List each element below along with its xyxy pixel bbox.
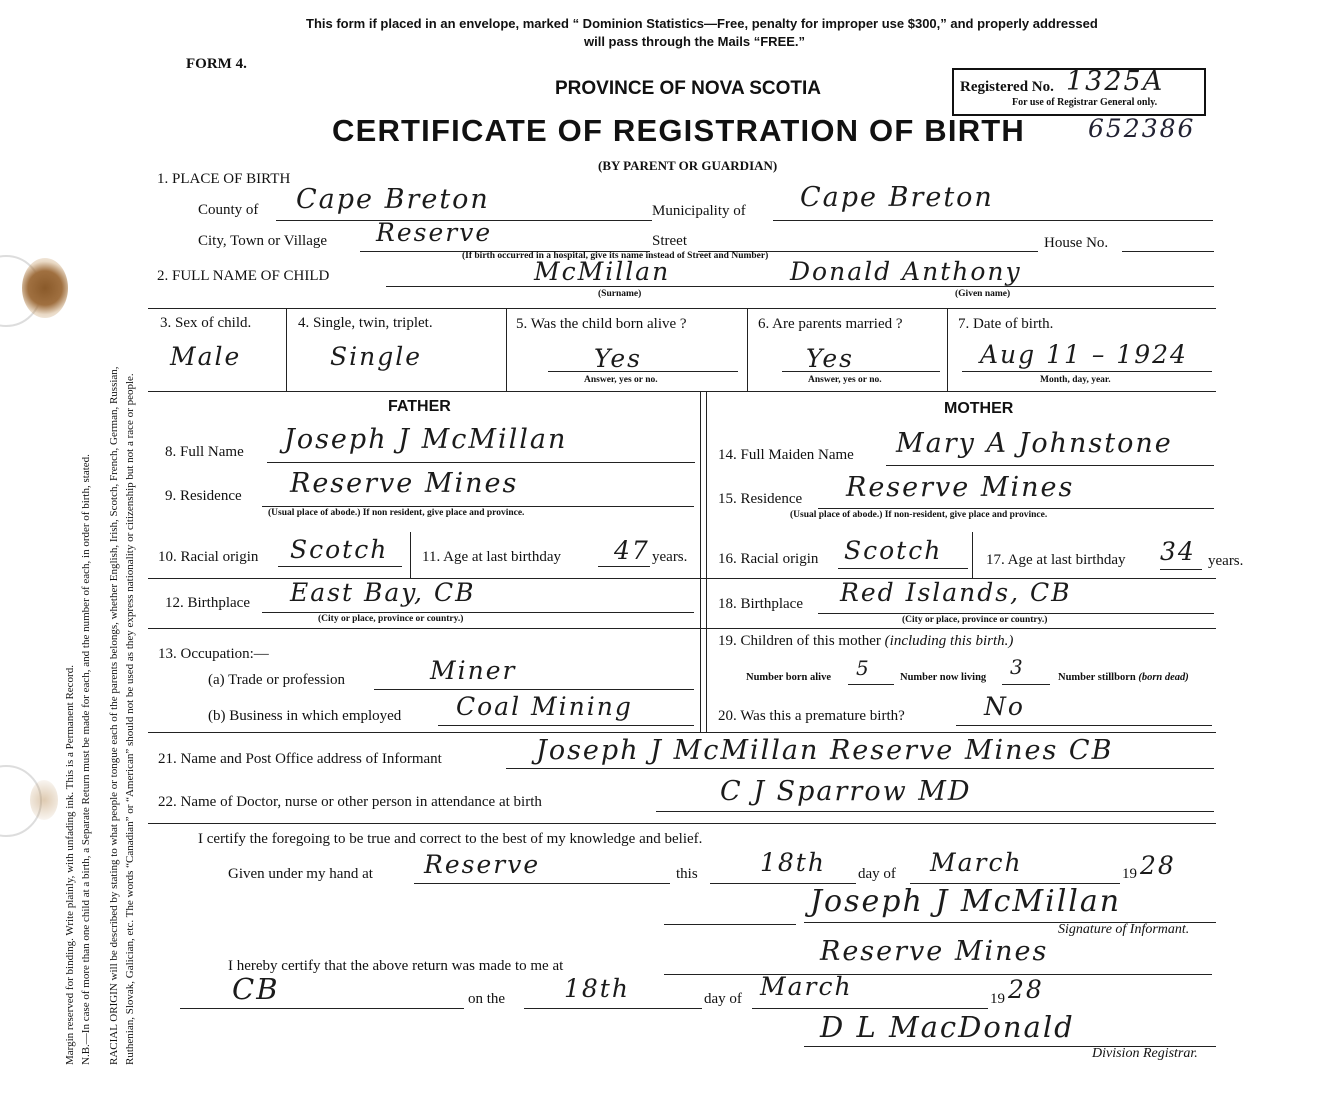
- mother-name: Mary A Johnstone: [896, 428, 1173, 459]
- mother-residence-label: 15. Residence: [718, 491, 803, 507]
- registered-note: For use of Registrar General only.: [1012, 97, 1158, 108]
- born-alive-label: Number born alive: [746, 672, 831, 683]
- mother-age: 34: [1160, 537, 1196, 566]
- alive-label: 5. Was the child born alive ?: [516, 316, 687, 332]
- mother-name-label: 14. Full Maiden Name: [718, 447, 854, 463]
- father-racial: Scotch: [290, 535, 389, 564]
- house-label: House No.: [1044, 235, 1109, 251]
- given-place: Reserve: [424, 850, 541, 879]
- registrar-month: March: [760, 972, 853, 1001]
- column-divider: [700, 392, 701, 732]
- certify-this-label: this: [676, 866, 698, 882]
- registrar-signature: D L MacDonald: [820, 1010, 1075, 1044]
- registrar-day-of-label: day of: [704, 991, 742, 1007]
- registered-number-2: 652386: [1088, 114, 1196, 143]
- municipality-value: Cape Breton: [800, 182, 994, 213]
- certify-day: 18th: [760, 848, 826, 877]
- father-birthplace-note: (City or place, province or country.): [318, 614, 464, 624]
- registered-number: 1325A: [1066, 66, 1165, 97]
- informant-label: 21. Name and Post Office address of Informant: [158, 751, 442, 767]
- street-label: Street: [652, 233, 687, 249]
- subtitle: (BY PARENT OR GUARDIAN): [598, 158, 778, 173]
- single-label: 4. Single, twin, triplet.: [298, 315, 433, 331]
- mother-residence-note: (Usual place of abode.) If non-resident, give place and province.: [790, 510, 1048, 520]
- father-trade: Miner: [430, 656, 517, 685]
- child-given-name: Donald Anthony: [790, 257, 1022, 286]
- given-name-note: (Given name): [955, 289, 1011, 299]
- mother-years: years.: [1208, 553, 1244, 569]
- registrar-year: 28: [1008, 975, 1044, 1004]
- married-value: Yes: [806, 344, 854, 373]
- father-residence-label: 9. Residence: [165, 488, 242, 504]
- given-under-label: Given under my hand at: [228, 866, 373, 882]
- margin-note-1: Margin reserved for binding. Write plainly, with unfading ink. This is a Permanent Record.: [64, 665, 76, 1065]
- certify-month: March: [930, 848, 1023, 877]
- child-name-label: 2. FULL NAME OF CHILD: [157, 268, 330, 284]
- father-years: years.: [652, 549, 688, 565]
- mother-age-label: 17. Age at last birthday: [986, 552, 1126, 568]
- hospital-note: (If birth occurred in a hospital, give its name instead of Street and Number): [462, 251, 769, 261]
- dob-label: 7. Date of birth.: [958, 316, 1054, 332]
- father-age: 47: [614, 536, 650, 565]
- mother-birthplace-label: 18. Birthplace: [718, 596, 803, 612]
- married-label: 6. Are parents married ?: [758, 316, 903, 332]
- sex-label: 3. Sex of child.: [160, 315, 252, 331]
- certify-day-of-label: day of: [858, 866, 896, 882]
- mother-residence: Reserve Mines: [846, 472, 1075, 503]
- certify-year: 28: [1140, 851, 1176, 880]
- premature-value: No: [984, 692, 1025, 721]
- postal-notice-1: This form if placed in an envelope, marked “ Dominion Statistics—Free, penalty for improper use $300,” and properly addressed: [306, 16, 1098, 31]
- municipality-label: Municipality of: [652, 203, 746, 219]
- father-business: Coal Mining: [456, 692, 633, 721]
- doctor-value: C J Sparrow MD: [720, 776, 972, 807]
- mother-birthplace: Red Islands, CB: [840, 578, 1072, 607]
- sex-value: Male: [170, 342, 242, 371]
- rust-stain-top: [22, 258, 68, 318]
- surname-note: (Surname): [598, 289, 642, 299]
- children-label: 19. Children of this mother (including this birth.): [718, 633, 1014, 649]
- trade-label: (a) Trade or profession: [208, 672, 346, 688]
- margin-note-3: RACIAL ORIGIN will be described by stating to what people or tongue each of the parents belongs, whether English, Irish, Scotch, French, German, Russian,: [108, 366, 120, 1065]
- registrar-day: 18th: [564, 974, 630, 1003]
- page-title: CERTIFICATE OF REGISTRATION OF BIRTH: [332, 113, 1026, 148]
- mother-birthplace-note: (City or place, province or country.): [902, 615, 1048, 625]
- alive-note: Answer, yes or no.: [584, 375, 658, 385]
- margin-note-4: Ruthenian, Slovak, Galician, etc. The words “Canadian” or “American” should not be used as they express nationality or citizenship but not a race or people.: [124, 373, 136, 1065]
- division-registrar-label: Division Registrar.: [1092, 1046, 1198, 1061]
- certify-year-prefix: 19: [1122, 866, 1137, 882]
- informant-signature: Joseph J McMillan: [810, 884, 1122, 919]
- city-value: Reserve: [376, 218, 493, 247]
- father-birthplace: East Bay, CB: [290, 578, 476, 607]
- married-note: Answer, yes or no.: [808, 375, 882, 385]
- father-name: Joseph J McMillan: [284, 424, 568, 455]
- county-label: County of: [198, 202, 259, 218]
- rust-stain-bottom: [30, 780, 58, 820]
- father-residence-note: (Usual place of abode.) If non resident, give place and province.: [268, 508, 525, 518]
- registrar-statement: I hereby certify that the above return was made to me at: [228, 958, 564, 974]
- father-birthplace-label: 12. Birthplace: [165, 595, 250, 611]
- registrar-year-prefix: 19: [990, 991, 1005, 1007]
- informant-value: Joseph J McMillan Reserve Mines CB: [536, 735, 1114, 766]
- signature-of-informant-label: Signature of Informant.: [1058, 922, 1190, 937]
- registrar-place: Reserve Mines: [820, 936, 1049, 967]
- county-value: Cape Breton: [296, 184, 490, 215]
- form-number: FORM 4.: [186, 56, 247, 72]
- father-age-label: 11. Age at last birthday: [422, 549, 561, 565]
- postal-notice-2: will pass through the Mails “FREE.”: [584, 34, 806, 49]
- registered-label: Registered No.: [960, 79, 1054, 95]
- now-living-label: Number now living: [900, 672, 987, 683]
- alive-value: Yes: [594, 344, 642, 373]
- certify-statement: I certify the foregoing to be true and correct to the best of my knowledge and belief.: [198, 831, 703, 847]
- city-label: City, Town or Village: [198, 233, 328, 249]
- dob-note: Month, day, year.: [1040, 375, 1111, 385]
- father-residence: Reserve Mines: [290, 468, 519, 499]
- place-of-birth-label: 1. PLACE OF BIRTH: [157, 171, 291, 187]
- occupation-label: 13. Occupation:—: [158, 646, 269, 662]
- father-racial-label: 10. Racial origin: [158, 549, 259, 565]
- registrar-on-label: on the: [468, 991, 506, 1007]
- doctor-label: 22. Name of Doctor, nurse or other person in attendance at birth: [158, 794, 542, 810]
- premature-label: 20. Was this a premature birth?: [718, 708, 905, 724]
- born-alive-value: 5: [856, 656, 871, 680]
- mother-header: MOTHER: [944, 400, 1014, 417]
- province-heading: PROVINCE OF NOVA SCOTIA: [555, 78, 822, 99]
- single-value: Single: [330, 342, 423, 371]
- stillborn-label: Number stillborn (born dead): [1058, 672, 1189, 683]
- registrar-place-2: CB: [232, 972, 280, 1006]
- father-header: FATHER: [388, 398, 451, 415]
- mother-racial: Scotch: [844, 536, 943, 565]
- mother-racial-label: 16. Racial origin: [718, 551, 819, 567]
- father-name-label: 8. Full Name: [165, 444, 244, 460]
- dob-value: Aug 11 – 1924: [980, 340, 1188, 369]
- margin-note-2: N.B.—In case of more than one child at a birth, a Separate Return must be made for each, and the number of each, in order of birth, stated.: [80, 454, 92, 1065]
- business-label: (b) Business in which employed: [208, 708, 402, 724]
- now-living-value: 3: [1010, 655, 1025, 679]
- child-surname: McMillan: [534, 257, 671, 286]
